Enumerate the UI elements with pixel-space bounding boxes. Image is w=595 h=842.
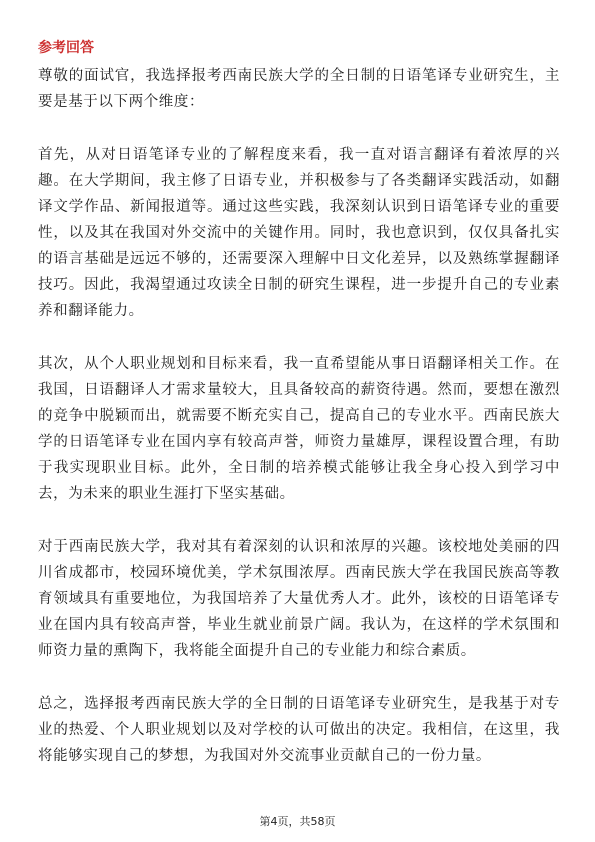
paragraph-conclusion: 总之，选择报考西南民族大学的全日制的日语笔译专业研究生，是我基于对专业的热爱、个人职业规划以及对学校的认可做出的决定。我相信，在这里，我将能够实现自己的梦想，为我国对外交流事业贡献自己的一份力量。 [38, 696, 560, 764]
page-number: 第4页，共58页 [259, 815, 336, 828]
section-heading: 参考回答 [38, 40, 94, 56]
paragraph-first: 首先，从对日语笔译专业的了解程度来看，我一直对语言翻译有着浓厚的兴趣。在大学期间，我主修了日语专业，并积极参与了各类翻译实践活动，如翻译文学作品、新闻报道等。通过这些实践，我深刻认识到日语笔译专业的重要性，以及其在我国对外交流中的关键作用。同时，我也意识到，仅仅具备扎实的语言基础是远远不够的，还需要深入理解中日文化差异，以及熟练掌握翻译技巧。因此，我渴望通过攻读全日制的研究生课程，进一步提升自己的专业素养和翻译能力。 [38, 147, 560, 319]
paragraph-intro: 尊敬的面试官，我选择报考西南民族大学的全日制的日语笔译专业研究生，主要是基于以下两个维度： [38, 68, 560, 110]
paragraph-university: 对于西南民族大学，我对其有着深刻的认识和浓厚的兴趣。该校地处美丽的四川省成都市，校园环境优美，学术氛围浓厚。西南民族大学在我国民族高等教育领域具有重要地位，为我国培养了大量优秀人才。此外，该校的日语笔译专业在国内具有较高声誉，毕业生就业前景广阔。我认为，在这样的学术氛围和师资力量的熏陶下，我将能全面提升自己的专业能力和综合素质。 [38, 539, 560, 659]
paragraph-second: 其次，从个人职业规划和目标来看，我一直希望能从事日语翻译相关工作。在我国，日语翻译人才需求量较大，且具备较高的薪资待遇。然而，要想在激烈的竞争中脱颖而出，就需要不断充实自己，提高自己的专业水平。西南民族大学的日语笔译专业在国内享有较高声誉，师资力量雄厚，课程设置合理，有助于我实现职业目标。此外，全日制的培养模式能够让我全身心投入到学习中去，为未来的职业生涯打下坚实基础。 [38, 356, 560, 502]
answer-body [38, 63, 560, 796]
